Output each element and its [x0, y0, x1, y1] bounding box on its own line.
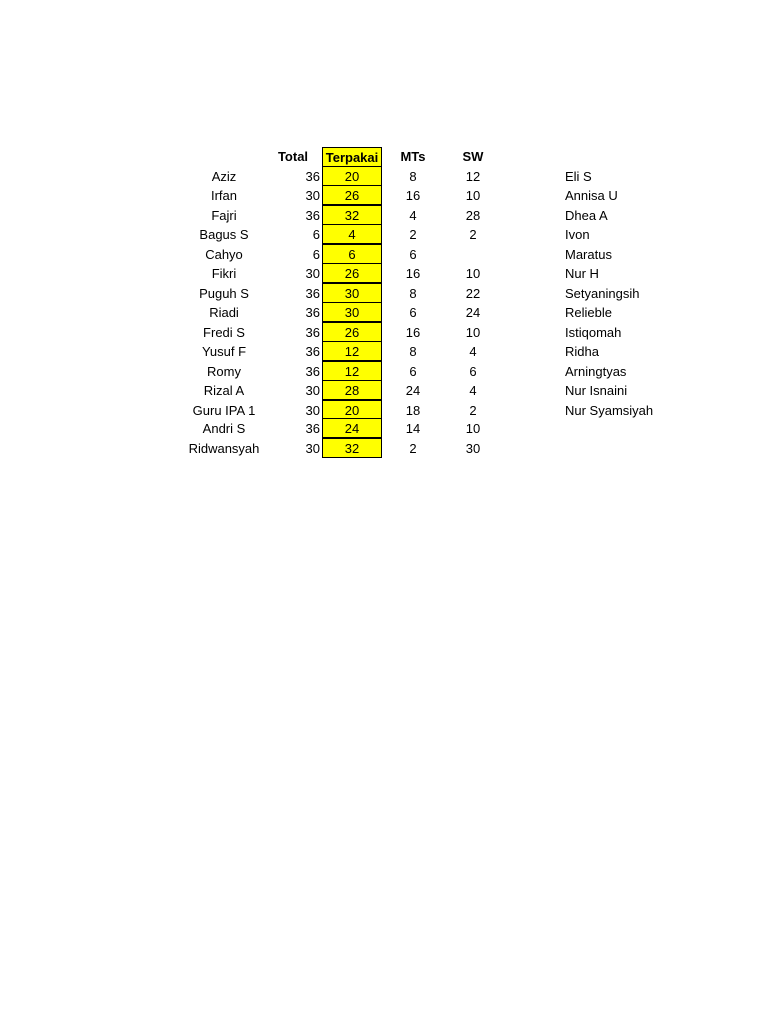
terpakai-cell: 32: [322, 205, 382, 225]
terpakai-cell: 12: [322, 361, 382, 381]
terpakai-cell: 12: [322, 341, 382, 361]
mts-cell: 4: [409, 207, 417, 223]
name-cell: Riadi: [209, 305, 239, 320]
right-name-cell: Istiqomah: [565, 324, 622, 340]
name-cell: Fikri: [211, 266, 237, 281]
sw-cell: 10: [465, 188, 481, 203]
right-name-cell: Ridha: [565, 344, 599, 359]
sw-cell: 28: [465, 207, 481, 223]
table-row: [0, 303, 768, 322]
table-row: [0, 439, 768, 458]
table-row: [0, 225, 768, 244]
total-cell: 36: [305, 421, 320, 436]
mts-cell: 8: [409, 168, 417, 184]
mts-cell: 2: [409, 227, 417, 242]
name-cell: Bagus S: [199, 227, 249, 242]
mts-cell: 14: [405, 421, 421, 436]
table-row: [0, 167, 768, 186]
name-cell: Guru IPA 1: [192, 402, 256, 418]
right-name-cell: Setyaningsih: [565, 285, 640, 301]
right-name-cell: Eli S: [565, 168, 592, 184]
mts-cell: 8: [409, 344, 417, 359]
table-row: [0, 323, 768, 342]
mts-cell: 16: [405, 324, 421, 340]
name-cell: Romy: [207, 363, 241, 379]
terpakai-cell: 30: [322, 283, 382, 303]
sw-cell: 2: [469, 227, 477, 242]
table-row: [0, 264, 768, 283]
name-cell: Irfan: [210, 188, 237, 203]
table-row: [0, 186, 768, 205]
sw-cell: [446, 245, 500, 264]
sw-cell: 6: [469, 363, 477, 379]
sw-cell: 4: [469, 344, 477, 359]
name-cell: Puguh S: [199, 285, 249, 301]
mts-cell: 18: [405, 402, 421, 418]
terpakai-cell: 24: [322, 418, 382, 438]
name-cell: Fajri: [211, 207, 237, 223]
sw-cell: 10: [465, 421, 481, 436]
name-cell: Ridwansyah: [188, 440, 260, 456]
sw-cell: 30: [465, 440, 481, 456]
right-name-cell: Nur Isnaini: [565, 383, 628, 398]
terpakai-cell: 20: [322, 400, 382, 420]
total-cell: 30: [305, 402, 320, 418]
sw-cell: 10: [465, 324, 481, 340]
terpakai-cell: 30: [322, 302, 382, 322]
table-row: [0, 342, 768, 361]
total-cell: 36: [305, 344, 320, 359]
right-name-cell: Relieble: [565, 305, 612, 320]
right-name-cell: Ivon: [565, 227, 590, 242]
total-cell: 30: [305, 440, 320, 456]
total-cell: 30: [305, 383, 320, 398]
terpakai-cell: 6: [322, 244, 382, 264]
right-name-cell: Nur H: [565, 266, 599, 281]
mts-cell: 16: [405, 266, 421, 281]
sw-cell: 2: [469, 402, 477, 418]
terpakai-cell: 26: [322, 322, 382, 342]
header-row: [0, 147, 768, 166]
table-row: [0, 419, 768, 438]
terpakai-cell: 26: [322, 185, 382, 205]
terpakai-cell: 4: [322, 224, 382, 244]
terpakai-cell: 28: [322, 380, 382, 400]
table-row: [0, 401, 768, 420]
sw-cell: 10: [465, 266, 481, 281]
mts-cell: 8: [409, 285, 417, 301]
total-cell: 36: [305, 168, 320, 184]
total-cell: 36: [305, 285, 320, 301]
total-cell: 36: [305, 207, 320, 223]
name-cell: Yusuf F: [201, 344, 247, 359]
header-mts: MTs: [400, 149, 426, 164]
total-cell: 36: [305, 305, 320, 320]
sw-cell: 12: [465, 168, 481, 184]
table-row: [0, 362, 768, 381]
mts-cell: 24: [405, 383, 421, 398]
right-name-cell: Maratus: [565, 246, 612, 262]
mts-cell: 16: [405, 188, 421, 203]
mts-cell: 2: [409, 440, 417, 456]
right-name-cell: Arningtyas: [565, 363, 627, 379]
name-cell: Andri S: [202, 421, 246, 436]
total-cell: 30: [305, 188, 320, 203]
name-cell: Rizal A: [203, 383, 245, 398]
header-sw: SW: [462, 149, 484, 164]
table-row: [0, 206, 768, 225]
right-name-cell: Nur Syamsiyah: [565, 402, 654, 418]
sw-cell: 22: [465, 285, 481, 301]
right-name-cell: Dhea A: [565, 207, 608, 223]
terpakai-cell: 32: [322, 438, 382, 458]
name-cell: Fredi S: [203, 324, 245, 340]
name-cell: Aziz: [211, 168, 237, 184]
table-row: [0, 381, 768, 400]
terpakai-cell: 26: [322, 263, 382, 283]
name-cell: Cahyo: [205, 246, 243, 262]
total-cell: 6: [312, 246, 320, 262]
header-terpakai: Terpakai: [322, 147, 382, 167]
sw-cell: 4: [469, 383, 477, 398]
total-cell: 36: [305, 363, 320, 379]
mts-cell: 6: [409, 363, 417, 379]
right-name-cell: [565, 419, 715, 438]
right-name-cell: [565, 439, 715, 458]
right-name-cell: Annisa U: [565, 188, 618, 203]
total-cell: 36: [305, 324, 320, 340]
header-total: Total: [277, 149, 309, 164]
sw-cell: 24: [465, 305, 481, 320]
total-cell: 6: [312, 227, 320, 242]
total-cell: 30: [305, 266, 320, 281]
table-row: [0, 245, 768, 264]
terpakai-cell: 20: [322, 166, 382, 186]
table-row: [0, 284, 768, 303]
mts-cell: 6: [409, 246, 417, 262]
mts-cell: 6: [409, 305, 417, 320]
